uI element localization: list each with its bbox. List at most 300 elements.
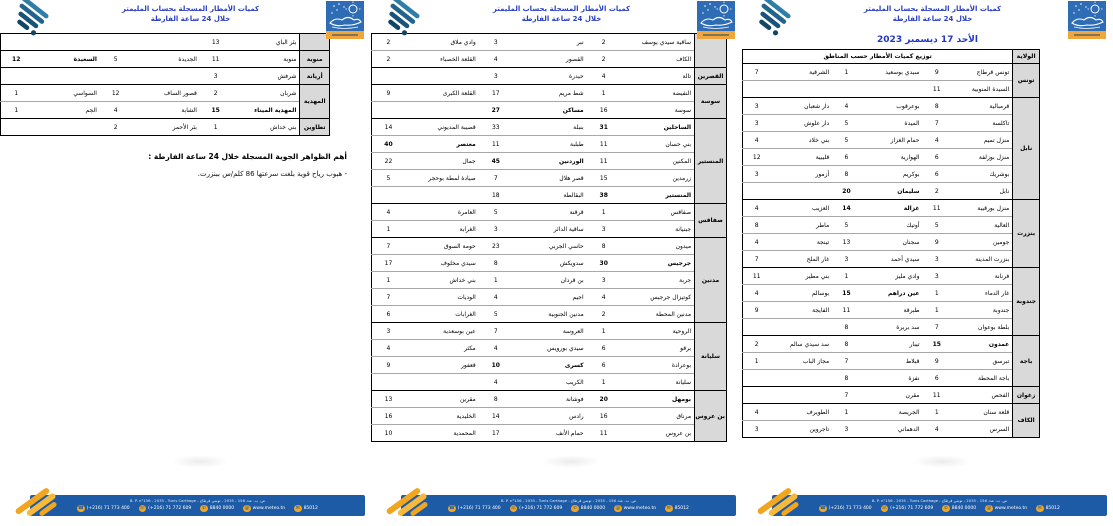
station-row <box>743 387 1040 404</box>
station-name: بني خداش <box>270 123 297 131</box>
governorate-section <box>743 268 1040 336</box>
station-name: الشرقية <box>770 64 832 81</box>
rainfall-value: 11 <box>587 136 621 153</box>
fax-icon: ☏ <box>881 505 888 511</box>
phone-contact <box>448 505 501 513</box>
station-name <box>770 319 832 336</box>
rainfall-value: 3 <box>601 225 606 233</box>
rainfall-value: 5 <box>113 55 118 63</box>
station-name <box>861 81 923 98</box>
governorate-section <box>372 68 727 85</box>
station-name: جندوبة <box>951 302 1013 319</box>
station-name: الغرابات <box>455 310 476 318</box>
contact-text: 85012 <box>674 505 689 511</box>
report-page-second <box>371 0 742 526</box>
rainfall-value: 15 <box>587 170 621 187</box>
rainfall-value: 3 <box>493 225 498 233</box>
station-name <box>770 387 832 404</box>
rainfall-value: 3 <box>743 98 771 115</box>
station-row <box>372 357 727 374</box>
station-row <box>743 251 1040 268</box>
rainfall-value: 4 <box>601 72 606 80</box>
station-name: قلعة سنان <box>951 404 1013 421</box>
station-name <box>770 183 832 200</box>
station-name: السواسي <box>31 85 99 102</box>
station-name: العروسة <box>513 323 587 340</box>
station-name: اجيم <box>513 289 587 306</box>
rainfall-value: 5 <box>923 217 952 234</box>
sms-contact <box>665 505 689 513</box>
station-name: غار الملح <box>806 255 830 263</box>
station-row <box>743 98 1040 115</box>
station-name: سد بربرة <box>896 323 920 331</box>
station-row <box>743 404 1040 421</box>
station-name: سوسة <box>674 106 692 114</box>
station-name: بومهل <box>621 391 695 408</box>
rainfall-value: 2 <box>601 55 606 63</box>
rainfall-value: 20 <box>587 391 621 408</box>
rainfall-value <box>743 183 771 200</box>
station-name: تاجروين <box>809 425 830 433</box>
station-name: ماطر <box>770 217 832 234</box>
rainfall-value: 6 <box>923 149 952 166</box>
rainfall-value: 14 <box>479 408 513 425</box>
station-name: قصر هلال <box>513 170 587 187</box>
station-name: وادي مليز <box>861 268 923 285</box>
report-title <box>812 4 1053 24</box>
station-name: قعفور <box>405 357 479 374</box>
station-row <box>372 85 727 102</box>
governorate-section <box>743 98 1040 200</box>
rainfall-value: 3 <box>587 272 621 289</box>
station-row <box>743 336 1040 353</box>
station-name <box>31 34 99 51</box>
governorate-section <box>743 336 1040 387</box>
rainfall-value: 1 <box>372 272 405 289</box>
station-row <box>1 85 330 102</box>
rainfall-value: 3 <box>479 34 513 51</box>
station-name: طبرقة <box>861 302 923 319</box>
rainfall-value: 17 <box>479 85 513 102</box>
phone-icon: ☎ <box>819 505 826 511</box>
website-contact <box>985 505 1027 513</box>
website-icon: @ <box>986 505 992 511</box>
rainfall-value: 1 <box>923 404 952 421</box>
station-name: منزل تميم <box>951 132 1013 149</box>
station-row <box>1 119 330 136</box>
station-name: مجاز الباب <box>770 353 832 370</box>
inm-logo <box>1068 1 1106 39</box>
sms-icon: ✉ <box>1037 505 1042 511</box>
station-name: جبنيانة <box>675 225 692 233</box>
governorate-section <box>1 51 330 68</box>
rainfall-value: 2 <box>934 187 939 195</box>
governorate-label: سليانة <box>695 323 727 391</box>
governorate-label: جندوبة <box>1013 268 1040 336</box>
governorate-section <box>743 64 1040 98</box>
station-row <box>743 234 1040 251</box>
contact-text: (+216) 71 772 609 <box>890 505 934 511</box>
station-name: ساقية سيدي يوسف <box>621 34 695 51</box>
rainfall-value: 4 <box>113 106 118 114</box>
station-name: عمدون <box>951 336 1013 353</box>
rainfall-value: 4 <box>587 289 621 306</box>
governorate-section <box>743 387 1040 404</box>
governorate-label: نابل <box>1013 98 1040 200</box>
rainfall-value: 7 <box>743 64 771 81</box>
station-row <box>372 238 727 255</box>
rainfall-value: 5 <box>493 310 498 318</box>
station-row <box>372 323 727 340</box>
contact-text: 8840 0000 <box>209 505 235 511</box>
rainfall-value: 4 <box>493 378 498 386</box>
station-name: القلعة الكبرى <box>405 85 479 102</box>
station-name: الجم <box>85 106 97 114</box>
rainfall-value: 1 <box>14 106 19 114</box>
rainfall-value <box>743 387 771 404</box>
rainfall-value: 22 <box>372 153 405 170</box>
contact-text: (+216) 71 773 400 <box>86 505 130 511</box>
station-name: سيدي مخلوف <box>405 255 479 272</box>
rainfall-value: 10 <box>384 429 393 437</box>
rainfall-value <box>372 102 405 119</box>
governorate-section <box>372 391 727 442</box>
contact-text: (+216) 71 772 609 <box>519 505 563 511</box>
station-name: بوشريك <box>951 166 1013 183</box>
rainfall-value <box>743 370 771 387</box>
website-contact <box>243 505 285 513</box>
rainfall-value: 8 <box>832 336 861 353</box>
rainfall-value: 2 <box>372 34 405 51</box>
phone-icon: ☎ <box>77 505 84 511</box>
rainfall-value: 7 <box>479 170 513 187</box>
page-header <box>371 0 742 33</box>
station-name: المحمدية <box>453 429 476 437</box>
report-title <box>441 4 682 24</box>
rainfall-value: 11 <box>832 302 861 319</box>
station-row <box>743 166 1040 183</box>
column-header-governorate: الولاية <box>1013 50 1040 64</box>
report-page-third <box>0 0 371 526</box>
station-name: مساكن <box>562 106 584 114</box>
sms-contact <box>294 505 318 513</box>
station-name <box>31 68 99 85</box>
station-name: الكاف <box>676 55 692 63</box>
station-row <box>1 102 330 119</box>
rainfall-value: 9 <box>372 85 405 102</box>
rainfall-value: 1 <box>832 64 861 81</box>
contact-text: www.meteo.tn <box>994 505 1028 511</box>
station-name: فوشانة <box>513 391 587 408</box>
report-title <box>70 4 311 24</box>
station-name: سيدي أحمد <box>890 255 920 263</box>
station-name: بني خلاد <box>770 132 832 149</box>
station-name: بني مطير <box>770 268 832 285</box>
station-name: دار شعبان <box>770 98 832 115</box>
governorate-label: القصرين <box>695 68 727 85</box>
station-name: السعيدة <box>73 55 97 63</box>
rainfall-value: 3 <box>754 425 759 433</box>
rainfall-value: 8 <box>832 166 861 183</box>
rainfall-value: 16 <box>372 408 405 425</box>
station-name: نبر <box>513 34 587 51</box>
call-center-contact <box>200 505 234 513</box>
station-row <box>372 221 727 238</box>
rainfall-value: 7 <box>923 115 952 132</box>
inm-stripes-logo <box>14 0 70 36</box>
station-name: قصيبة المديوني <box>405 119 479 136</box>
station-row <box>743 115 1040 132</box>
station-row <box>372 340 727 357</box>
station-name: بني خداش <box>405 272 479 289</box>
station-name: الكريب <box>565 378 584 386</box>
rainfall-value <box>100 34 132 51</box>
station-name: العزيب <box>770 200 832 217</box>
rainfall-value: 9 <box>923 353 952 370</box>
rainfall-value: 2 <box>200 85 232 102</box>
station-name: بلطة بوعوان <box>978 323 1010 331</box>
station-name: حمام الغزاز <box>861 132 923 149</box>
rainfall-value: 14 <box>372 119 405 136</box>
call-center-icon: ✆ <box>943 505 949 511</box>
rainfall-value: 1 <box>1 85 32 102</box>
footer-bar <box>772 495 1107 516</box>
rainfall-value: 4 <box>743 404 771 421</box>
rainfall-value: 4 <box>743 285 771 302</box>
station-name: منزل بوزلفة <box>951 149 1013 166</box>
station-name: حاسي الجربي <box>513 238 587 255</box>
rainfall-value: 6 <box>386 310 391 318</box>
station-name: قليبية <box>770 149 832 166</box>
station-row <box>743 302 1040 319</box>
station-name: البقالطة <box>563 191 584 199</box>
station-row <box>372 289 727 306</box>
station-name: الميدة <box>861 115 923 132</box>
sms-icon: ✉ <box>666 505 671 511</box>
call-center-icon: ✆ <box>201 505 207 511</box>
rainfall-value: 8 <box>587 238 621 255</box>
station-name: بنزرت المدينة <box>975 255 1010 263</box>
rainfall-value: 4 <box>743 132 771 149</box>
station-name: مرناق <box>621 408 695 425</box>
station-name: صفاقس <box>621 204 695 221</box>
station-name <box>405 187 479 204</box>
contact-text: 8840 0000 <box>951 505 977 511</box>
fax-contact <box>881 505 934 513</box>
website-icon: @ <box>615 505 621 511</box>
rainfall-value: 3 <box>743 115 771 132</box>
station-row <box>743 217 1040 234</box>
fax-icon: ☏ <box>139 505 146 511</box>
station-row <box>743 353 1040 370</box>
station-name: أوتيك <box>861 217 923 234</box>
station-name: شربان <box>231 85 299 102</box>
rainfall-value <box>743 81 771 98</box>
governorate-label: أريانة <box>300 68 330 85</box>
rainfall-value: 7 <box>372 289 405 306</box>
station-name: بنبلة <box>513 119 587 136</box>
footer-ribbon-ornament <box>383 487 435 517</box>
station-name: سد سيدي سالم <box>770 336 832 353</box>
rainfall-value: 2 <box>743 336 771 353</box>
inm-stripes-logo <box>385 0 441 36</box>
rainfall-value: 18 <box>491 191 500 199</box>
rainfall-value: 4 <box>493 55 498 63</box>
rainfall-value: 4 <box>934 425 939 433</box>
rainfall-value: 4 <box>743 200 771 217</box>
station-name: صيادة لمطة بوحجر <box>405 170 479 187</box>
footer-address: B. P. n°156 - 2035 - Tunis Carthage - ص. ب. عدد 156 - 2035 - تونس قرطاج <box>871 497 1008 503</box>
station-name <box>405 374 479 391</box>
station-name: بوكريم <box>861 166 923 183</box>
rainfall-value: 7 <box>934 323 939 331</box>
station-name: الوديات <box>405 289 479 306</box>
rainfall-value <box>372 68 405 85</box>
station-row <box>1 34 330 51</box>
footer-address: B. P. n°156 - 2035 - Tunis Carthage - ص. ب. عدد 156 - 2035 - تونس قرطاج <box>500 497 637 503</box>
station-name: مدنين المحطة <box>655 310 692 318</box>
station-name: قرمبالية <box>951 98 1013 115</box>
sms-contact <box>1036 505 1060 513</box>
station-name <box>31 119 99 136</box>
footer-contacts <box>401 505 736 513</box>
station-name: سيدي بوسعيد <box>861 64 923 81</box>
station-row <box>743 200 1040 217</box>
station-name <box>131 34 199 51</box>
rainfall-value: 8 <box>844 374 849 382</box>
rainfall-value: 4 <box>479 289 513 306</box>
report-title-line2: خلال 24 ساعة الفارطة <box>521 15 602 24</box>
rainfall-value: 30 <box>587 255 621 272</box>
note-title: أهم الظواهر الجوية المسجلة خلال 24 ساعة الفارطة : <box>148 152 347 161</box>
station-name: وادي ملاق <box>405 34 479 51</box>
rainfall-value: 23 <box>479 238 513 255</box>
governorate-label: سوسة <box>695 85 727 119</box>
inm-stripes-logo <box>756 0 812 36</box>
rainfall-value: 11 <box>923 200 952 217</box>
sms-icon: ✉ <box>295 505 300 511</box>
rainfall-value: 1 <box>386 225 391 233</box>
rainfall-value: 1 <box>213 123 218 131</box>
station-row <box>372 34 727 51</box>
rainfall-value: 8 <box>923 98 952 115</box>
rainfall-value: 12 <box>12 55 21 63</box>
station-name: بئر الأحمر <box>172 123 197 131</box>
station-name: الفايجة <box>770 302 832 319</box>
rainfall-value: 6 <box>832 149 861 166</box>
station-name: مكثر <box>405 340 479 357</box>
rainfall-value: 15 <box>211 106 220 114</box>
station-name: منزل بورقيبة <box>951 200 1013 217</box>
rainfall-value: 4 <box>479 340 513 357</box>
station-name: النفيضة <box>621 85 695 102</box>
rainfall-value: 11 <box>587 153 621 170</box>
station-name: القلعة الخصباء <box>440 55 476 63</box>
call-center-contact <box>571 505 605 513</box>
station-name: أزمور <box>770 166 832 183</box>
rainfall-value <box>372 374 405 391</box>
rainfall-value: 10 <box>479 357 513 374</box>
station-name: نابل <box>999 187 1010 195</box>
station-row <box>743 268 1040 285</box>
inm-logo <box>326 1 364 39</box>
phone-contact <box>77 505 130 513</box>
station-name <box>770 81 832 98</box>
station-row <box>372 306 727 323</box>
station-name: تبرسق <box>951 353 1013 370</box>
governorate-section <box>372 204 727 238</box>
station-name: قبلاط <box>861 353 923 370</box>
station-name: الدهماني <box>897 425 920 433</box>
station-row <box>372 119 727 136</box>
rainfall-value: 4 <box>372 340 405 357</box>
station-row <box>372 153 727 170</box>
governorate-label: الكاف <box>1013 404 1040 438</box>
report-page-first <box>742 0 1113 526</box>
station-name: تاكلسة <box>951 115 1013 132</box>
report-title-line1: كميات الأمطار المسجلة بحساب المليمتر <box>121 5 260 13</box>
station-row <box>743 319 1040 336</box>
station-name: تالة <box>682 72 692 80</box>
governorate-label: بن عروس <box>695 391 727 442</box>
rainfall-value: 11 <box>211 55 220 63</box>
station-name: تونس قرطاج <box>951 64 1013 81</box>
station-row <box>372 102 727 119</box>
station-row <box>372 391 727 408</box>
rainfall-value: 4 <box>743 234 771 251</box>
governorate-label: المهدية <box>300 85 330 119</box>
station-name: سجنان <box>861 234 923 251</box>
station-name: بوعرقوب <box>861 98 923 115</box>
rainfall-value: 9 <box>743 302 771 319</box>
report-date: الأحد 17 ديسمبر 2023 <box>877 35 978 45</box>
rainfall-value: 12 <box>743 149 771 166</box>
rainfall-value: 15 <box>923 336 952 353</box>
station-name: سليمان <box>897 187 920 195</box>
station-name: شط مريم <box>513 85 587 102</box>
station-row <box>372 408 727 425</box>
rainfall-value: 11 <box>932 391 941 399</box>
contact-text: 85012 <box>1045 505 1060 511</box>
station-row <box>1 51 330 68</box>
rainfall-value: 33 <box>479 119 513 136</box>
station-name: ساقية الدائر <box>553 225 584 233</box>
station-name <box>405 102 479 119</box>
station-name: ميدون <box>621 238 695 255</box>
rainfall-value: 15 <box>832 285 861 302</box>
rainfall-value: 1 <box>923 285 952 302</box>
rainfall-value: 11 <box>599 429 608 437</box>
rainfall-value: 4 <box>832 98 861 115</box>
station-name: كسرى <box>513 357 587 374</box>
fax-icon: ☏ <box>510 505 517 511</box>
station-name: سدويكش <box>513 255 587 272</box>
station-row <box>743 370 1040 387</box>
rainfall-value: 12 <box>100 85 132 102</box>
rainfall-value: 11 <box>479 136 513 153</box>
rainfall-value: 16 <box>587 408 621 425</box>
governorate-label: منوبة <box>300 51 330 68</box>
rainfall-value: 7 <box>844 391 849 399</box>
rainfall-value: 7 <box>479 323 513 340</box>
rainfall-value: 6 <box>934 374 939 382</box>
governorate-section <box>743 404 1040 438</box>
station-name: بني حسان <box>621 136 695 153</box>
footer-bar <box>30 495 365 516</box>
station-row <box>743 149 1040 166</box>
station-name: شرفش <box>277 72 297 80</box>
scan-artifact <box>171 455 229 468</box>
